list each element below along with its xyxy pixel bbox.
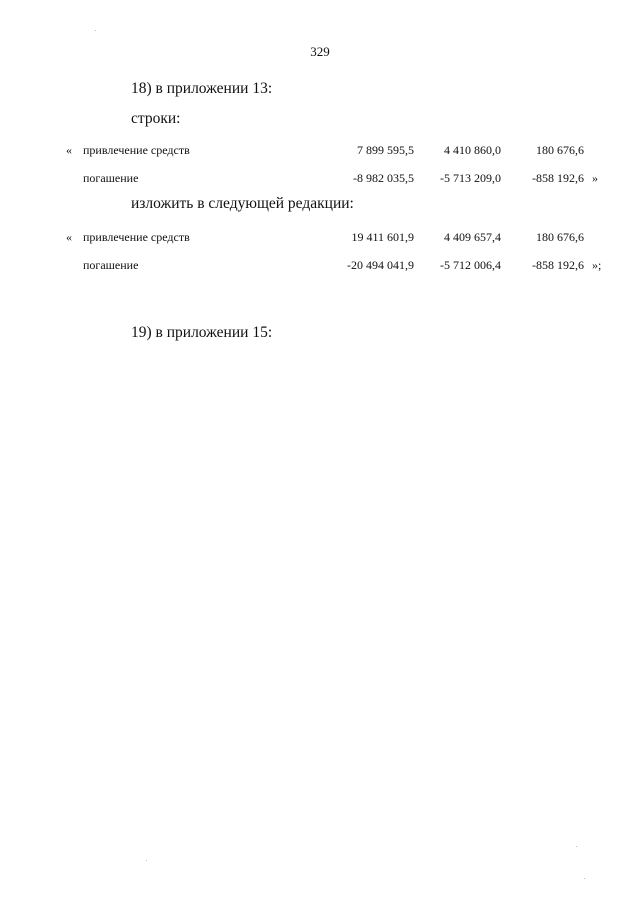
row-label: погашение — [83, 258, 139, 272]
value-cell: -5 713 209,0 — [440, 171, 501, 185]
value-cell: -8 982 035,5 — [353, 171, 414, 185]
scan-speck — [584, 878, 585, 879]
value-cell: 4 409 657,4 — [444, 230, 501, 244]
new-row-borrowing — [0, 230, 640, 246]
value-cell: -20 494 041,9 — [347, 258, 414, 272]
value-cell: 4 410 860,0 — [444, 143, 501, 157]
old-row-borrowing — [0, 143, 640, 159]
rows-label: строки: — [131, 110, 181, 127]
close-quote: »; — [592, 258, 602, 272]
scan-speck — [95, 30, 96, 31]
scan-speck — [576, 846, 577, 847]
open-quote: « — [66, 230, 72, 244]
value-cell: 180 676,6 — [536, 143, 584, 157]
open-quote: « — [66, 143, 72, 157]
value-cell: 180 676,6 — [536, 230, 584, 244]
row-label: погашение — [83, 171, 139, 185]
page-number: 329 — [310, 44, 330, 59]
scan-speck — [146, 860, 147, 861]
value-cell: -858 192,6 — [532, 171, 584, 185]
new-row-repayment — [0, 258, 640, 274]
value-cell: 19 411 601,9 — [351, 230, 414, 244]
old-row-repayment — [0, 171, 640, 187]
item-19-heading: 19) в приложении 15: — [131, 324, 273, 341]
close-quote: » — [592, 171, 598, 185]
item-18-heading: 18) в приложении 13: — [131, 80, 273, 97]
replace-text: изложить в следующей редакции: — [131, 195, 354, 212]
row-label: привлечение средств — [83, 143, 190, 157]
value-cell: -5 712 006,4 — [440, 258, 501, 272]
row-label: привлечение средств — [83, 230, 190, 244]
value-cell: 7 899 595,5 — [357, 143, 414, 157]
value-cell: -858 192,6 — [532, 258, 584, 272]
